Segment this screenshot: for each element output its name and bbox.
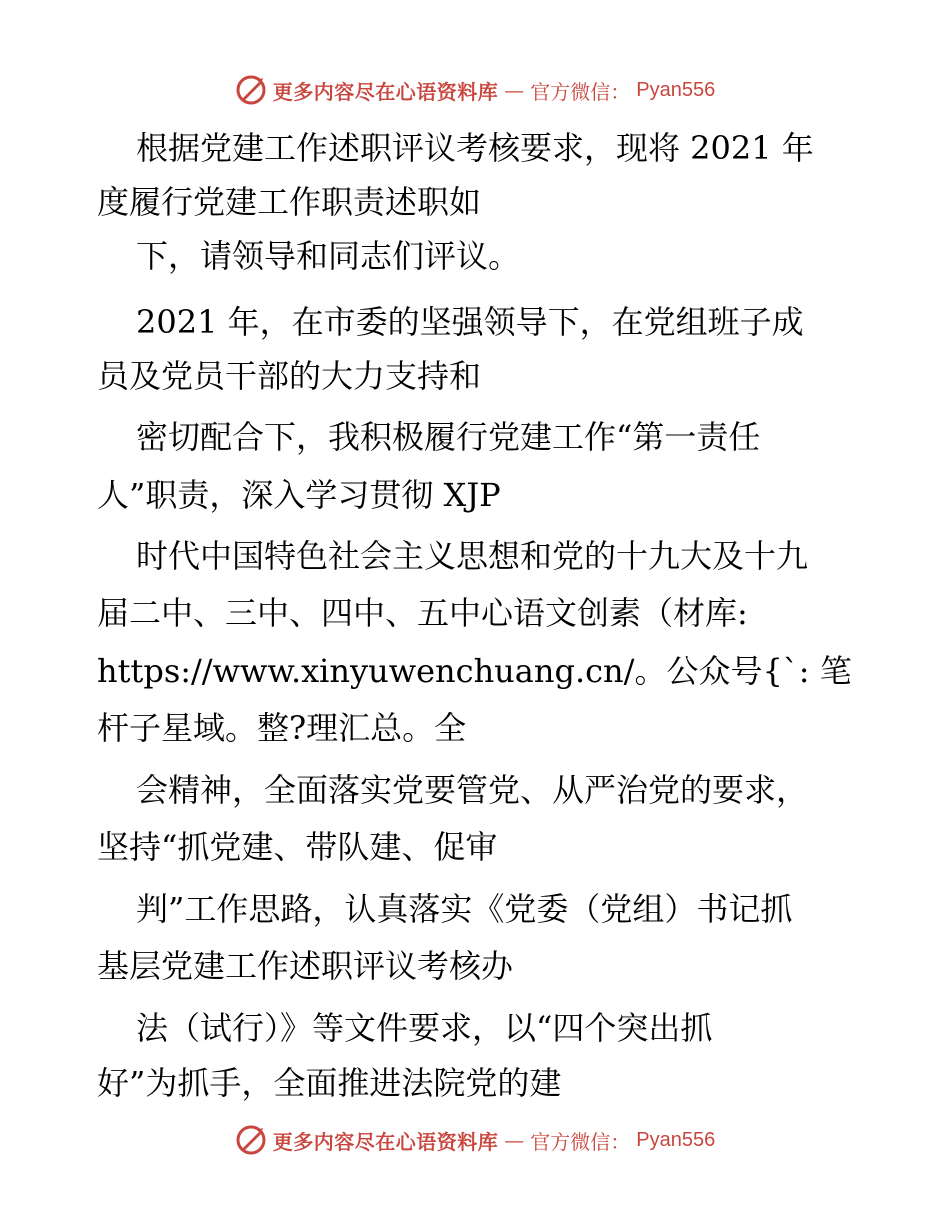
- text-line: 杆子星域。整?理汇总。全: [97, 709, 467, 747]
- watermark-contact-id: Pyan556: [636, 78, 716, 101]
- text-line: 下，请领导和同志们评议。: [136, 237, 521, 275]
- watermark-contact-label: 官方微信：: [530, 1129, 631, 1154]
- text-line: 届二中、三中、四中、五中心语文创素（材库:: [97, 594, 748, 632]
- quill-logo-icon: [235, 74, 267, 106]
- text-line: 员及党员干部的大力支持和: [97, 357, 482, 395]
- text-line: 坚持“抓党建、带队建、促审: [97, 828, 498, 866]
- text-line: 度履行党建工作职责述职如: [97, 183, 482, 221]
- text-line: 法（试行）》等文件要求，以“四个突出抓: [136, 1009, 713, 1047]
- watermark-text: 更多内容尽在心语资料库: [272, 79, 499, 104]
- text-line: 基层党建工作述职评议考核办: [97, 947, 514, 985]
- text-line: 会精神，全面落实党要管党、从严治党的要求，: [136, 771, 809, 809]
- text-line: https://www.xinyuwenchuang.cn/。公众号{`: 笔: [97, 652, 852, 690]
- watermark-contact-label: 官方微信：: [530, 79, 631, 104]
- quill-logo-icon: [235, 1124, 267, 1156]
- text-line: 根据党建工作述职评议考核要求，现将 2021 年: [136, 129, 814, 167]
- header-watermark: [0, 70, 950, 110]
- watermark-text: 更多内容尽在心语资料库: [272, 1129, 499, 1154]
- text-line: 好”为抓手，全面推进法院党的建: [97, 1064, 562, 1102]
- watermark-separator: —: [504, 78, 525, 102]
- text-line: 时代中国特色社会主义思想和党的十九大及十九: [136, 537, 809, 575]
- text-line: 密切配合下，我积极履行党建工作“第一责任: [136, 418, 761, 456]
- text-line: 判”工作思路，认真落实《党委（党组）书记抓: [136, 890, 793, 928]
- watermark-contact-id: Pyan556: [636, 1128, 716, 1151]
- text-line: 2021 年，在市委的坚强领导下，在党组班子成: [136, 303, 804, 341]
- footer-watermark: [0, 1120, 950, 1160]
- text-line: 人”职责，深入学习贯彻 XJP: [97, 476, 501, 514]
- watermark-separator: —: [504, 1128, 525, 1152]
